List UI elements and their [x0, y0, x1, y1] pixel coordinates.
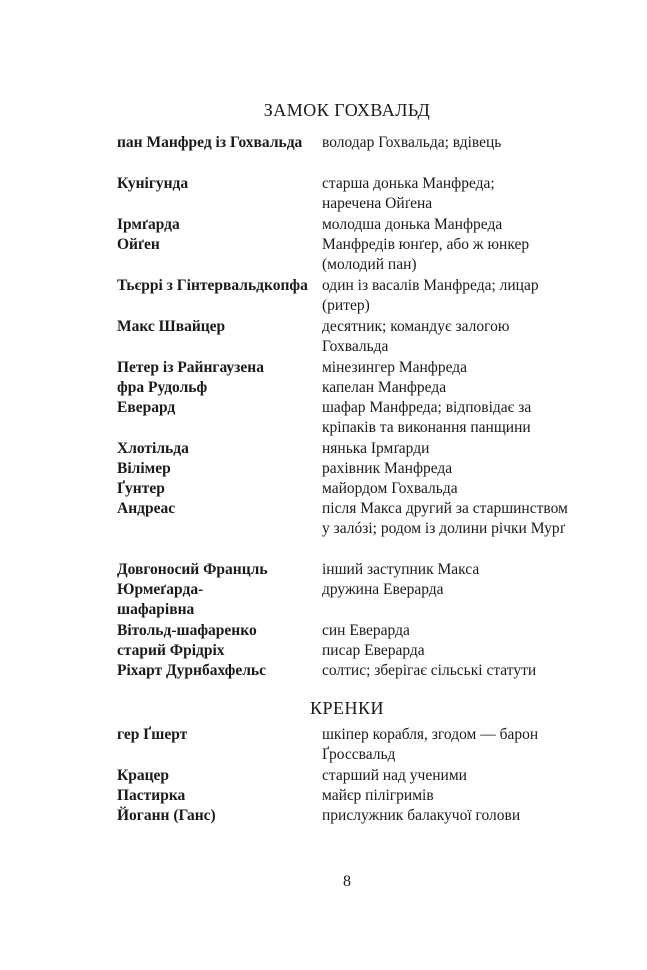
character-desc: інший заступник Макса [322, 561, 480, 578]
character-name: Петер із Райнгаузена [117, 359, 264, 376]
list-item [117, 398, 577, 439]
character-desc: Манфредів юнґер, або ж юнкер (молодий пан) [322, 236, 530, 274]
section-title-castle: ЗАМОК ГОХВАЛЬД [263, 100, 431, 120]
list-item [117, 378, 577, 398]
character-name: Юрмеґарда-шафарівна [117, 581, 204, 619]
character-name: Кунігунда [117, 175, 189, 192]
character-name: Макс Швайцер [117, 318, 226, 335]
character-name: Пастирка [117, 787, 186, 804]
character-name: фра Рудольф [117, 379, 208, 396]
character-desc: мінезингер Манфреда [322, 359, 468, 376]
section-title-krenky: КРЕНКИ [309, 698, 384, 718]
character-desc: після Макса другий за старшинством у залóзі; родом із долини річки Мурґ [322, 500, 568, 538]
list-item [117, 766, 577, 786]
character-name: Ґунтер [117, 480, 165, 497]
list-item [117, 358, 577, 378]
list-item [117, 580, 577, 621]
character-desc: писар Еверарда [322, 642, 425, 659]
list-item [117, 641, 577, 661]
character-name: Ріхарт Дурнбахфельс [117, 662, 266, 679]
character-desc: майордом Гохвальда [322, 480, 458, 497]
character-name: Ірмґарда [117, 216, 180, 233]
character-name: Еверард [117, 399, 176, 416]
character-name: Йоганн (Ганс) [117, 807, 216, 824]
character-desc: син Еверарда [322, 622, 410, 639]
character-name: Крацер [117, 767, 170, 784]
list-item [117, 806, 577, 826]
character-desc: шафар Манфреда; відповідає за кріпаків та виконання панщини [322, 399, 532, 437]
character-desc: нянька Ірмґарди [322, 440, 430, 457]
list-item [117, 661, 577, 681]
character-name: гер Ґшерт [117, 726, 188, 743]
character-desc: дружина Еверарда [322, 581, 444, 598]
list-item [117, 317, 577, 358]
list-item [117, 725, 577, 766]
character-name: пан Манфред із Гохвальда [117, 134, 303, 151]
character-desc: майєр пілігримів [322, 787, 434, 804]
list-item [117, 215, 577, 235]
character-name: старий Фрідріх [117, 642, 225, 659]
character-name: Тьєррі з Гінтервальдкопфа [117, 277, 308, 294]
list-item [117, 276, 577, 317]
character-desc: рахівник Манфреда [322, 460, 453, 477]
character-list-castle [117, 133, 577, 681]
list-item [117, 133, 577, 174]
character-desc: прислужник балакучої голови [322, 807, 521, 824]
character-name: Вілімер [117, 460, 171, 477]
character-desc: шкіпер корабля, згодом — барон Ґроссвальд [322, 726, 539, 764]
character-desc: старший над ученими [322, 767, 467, 784]
character-name: Хлотільда [117, 440, 189, 457]
list-item [117, 621, 577, 641]
character-name: Вітольд-шафаренко [117, 622, 257, 639]
character-desc: молодша донька Манфреда [322, 216, 503, 233]
character-list-krenky [117, 725, 577, 826]
character-name: Ойґен [117, 236, 160, 253]
list-item [117, 459, 577, 479]
character-name: Довгоносий Францль [117, 561, 268, 578]
character-desc: володар Гохвальда; вдівець [322, 134, 502, 151]
list-item [117, 235, 577, 276]
character-name: Андреас [117, 500, 176, 517]
list-item [117, 786, 577, 806]
character-desc: капелан Манфреда [322, 379, 447, 396]
list-item [117, 439, 577, 459]
list-item [117, 479, 577, 499]
page-number: 8 [343, 873, 351, 890]
list-item [117, 174, 577, 215]
list-item [117, 499, 577, 560]
character-desc: один із васалів Манфреда; лицар (ритер) [322, 277, 539, 315]
character-desc: десятник; командує залогою Гохвальда [322, 318, 510, 356]
character-desc: солтис; зберігає сільські статути [322, 662, 537, 679]
character-desc: старша донька Манфреда; наречена Ойґена [322, 175, 495, 213]
list-item [117, 560, 577, 580]
